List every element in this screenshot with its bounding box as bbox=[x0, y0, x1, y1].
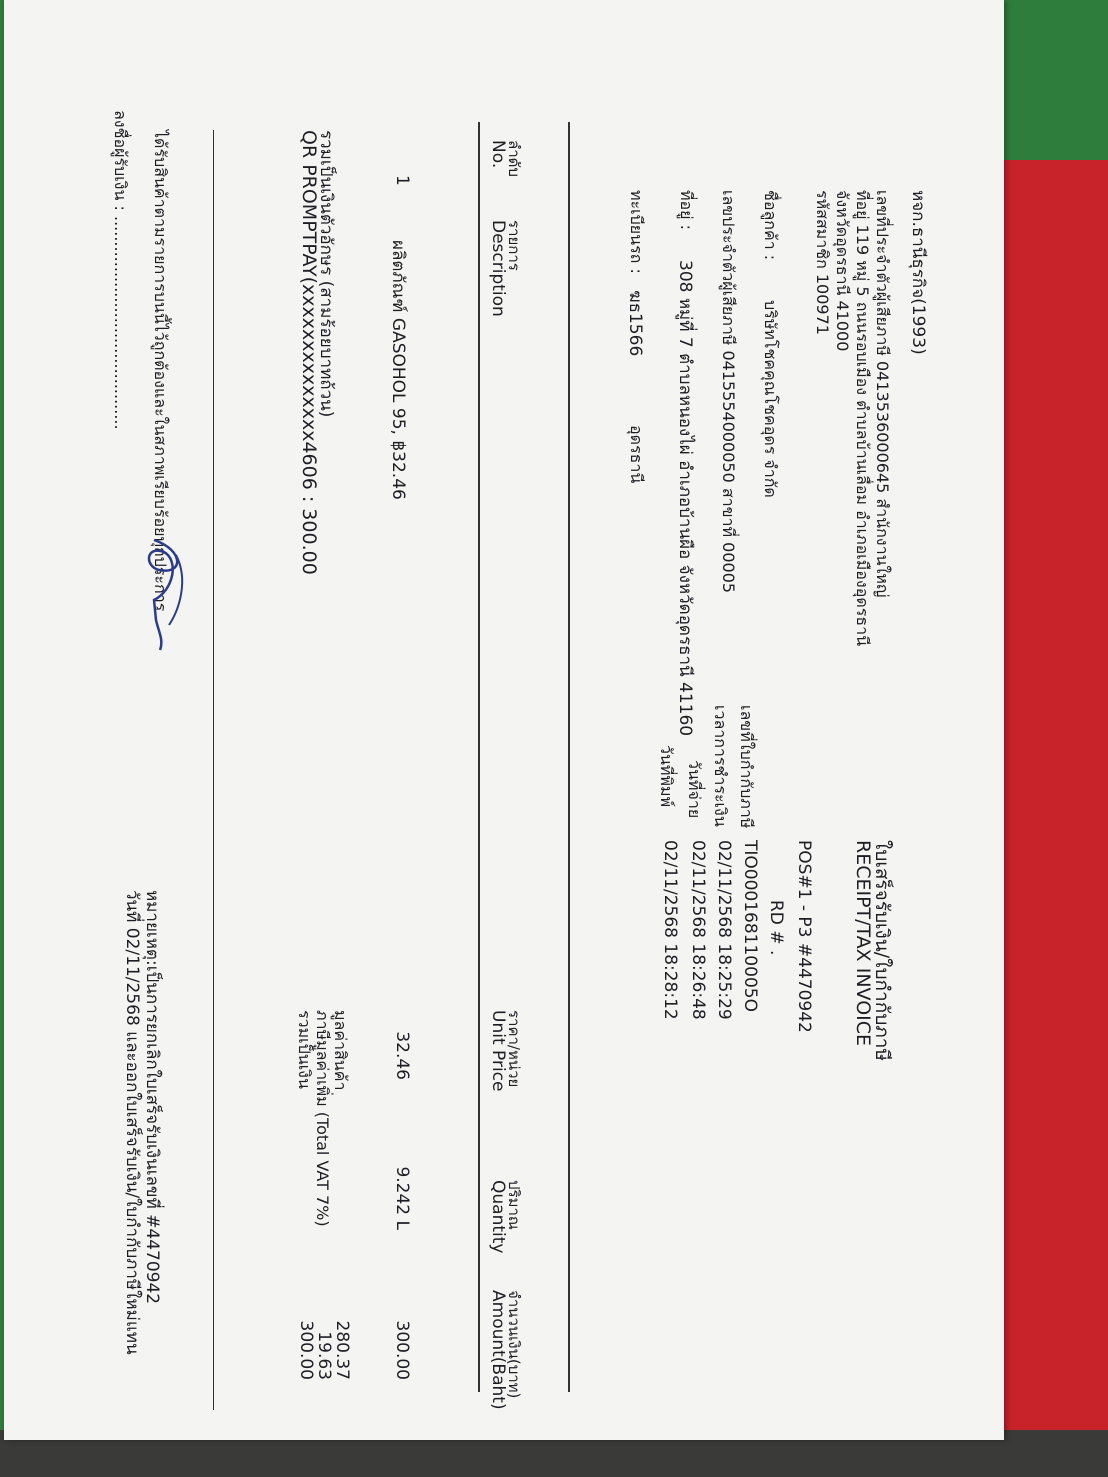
company-name: หจก.ธานีธุรกิจ(1993) bbox=[908, 190, 928, 355]
seller-province: จังหวัดอุดรธานี 41000 bbox=[833, 190, 852, 352]
pos-number: POS#1 - P3 #4470942 bbox=[794, 840, 814, 1033]
time-value: 02/11/2568 18:25:29 bbox=[714, 840, 734, 1020]
customer-tax-id: เลขประจำตัวผู้เสียภาษี 0415554000050 สาขาที่ 00005 bbox=[719, 190, 738, 594]
receipt-paper bbox=[4, 0, 1004, 1440]
row-amount: 300.00 bbox=[392, 1320, 412, 1380]
col-desc-th: รายการ bbox=[505, 220, 523, 271]
vat-label: ภาษีมูลค่าเพิ่ม (Total VAT 7%) bbox=[313, 1010, 332, 1227]
print-date: 02/11/2568 18:28:12 bbox=[660, 840, 680, 1020]
plate-number: ฆธ1566 bbox=[625, 290, 645, 357]
table-top-line bbox=[568, 122, 570, 1392]
receipt-content bbox=[4, 0, 1004, 1440]
row-unit-price: 32.46 bbox=[392, 1031, 412, 1080]
vat-value: 19.63 bbox=[314, 1331, 334, 1380]
rd-label: RD # bbox=[766, 900, 786, 945]
subtotal-label: มูลค่าสินค้า bbox=[331, 1010, 350, 1091]
col-amount-th: จำนวนเงิน(บาท) bbox=[505, 1290, 523, 1399]
col-amount-en: Amount(Baht) bbox=[488, 1290, 508, 1410]
pay-date-label: วันที่จ่าย bbox=[685, 760, 704, 819]
rd-value: . bbox=[766, 950, 786, 956]
cancellation-note: หมายเหตุ:เป็นการยกเลิกใบเสร็จรับเงินเลขที่ #4470942 bbox=[142, 890, 162, 1305]
pay-date: 02/11/2568 18:26:48 bbox=[688, 840, 708, 1020]
plate-label: ทะเบียนรถ : bbox=[627, 190, 646, 274]
col-qty-en: Quantity bbox=[488, 1180, 508, 1254]
table-header-line bbox=[478, 122, 480, 1392]
row-description: ผลิตภัณฑ์ GASOHOL 95, ฿32.46 bbox=[388, 240, 408, 500]
total-in-words: รวมเป็นเงินตัวอักษร (สามร้อยบาทถ้วน) bbox=[316, 130, 336, 418]
tax-invoice-number: TIO000168110005O bbox=[740, 840, 760, 1012]
total-value: 300.00 bbox=[296, 1320, 316, 1380]
seller-address: ที่อยู่ 119 หมู่ 5 ถนนรอบเมือง ตำบลบ้านเลื่อม อำเภอเมืองอุดรธานี bbox=[853, 190, 872, 646]
signature-label: ลงชื่อผู้รับเงิน : .......................................... bbox=[111, 110, 130, 430]
doc-title-en: RECEIPT/TAX INVOICE bbox=[852, 840, 874, 1047]
customer-name: บริษัทโชคคุณโชคอุดร จำกัด bbox=[761, 300, 780, 498]
row-no: 1 bbox=[392, 175, 412, 186]
doc-title-th: ใบเสร็จรับเงิน/ใบกำกับภาษี bbox=[871, 840, 893, 1061]
row-quantity: 9.242 L bbox=[392, 1166, 412, 1230]
received-statement: ได้รับสินค้าตามรายการบนนี้ไว้ถูกต้องและในสภาพเรียบร้อยทุกประการ bbox=[151, 130, 170, 612]
col-qty-th: ปริมาณ bbox=[505, 1180, 523, 1230]
plate-province: อุดรธานี bbox=[627, 425, 646, 484]
time-label: เวลาการชำระเงิน bbox=[711, 705, 730, 827]
col-no-th: ลำดับ bbox=[505, 140, 523, 177]
subtotal-value: 280.37 bbox=[332, 1320, 352, 1380]
red-background bbox=[1000, 160, 1108, 1477]
tax-invoice-label: เลขที่ใบกำกับภาษี bbox=[737, 705, 756, 829]
seller-tax-id: เลขที่ประจำตัวผู้เสียภาษี 0413536000645 สำนักงานใหญ่ bbox=[873, 190, 892, 598]
member-code: รหัสสมาชิก 100971 bbox=[813, 190, 832, 335]
total-label: รวมเป็นเงิน bbox=[295, 1010, 314, 1089]
handwritten-signature bbox=[134, 530, 194, 660]
print-date-label: วันที่พิมพ์ bbox=[657, 745, 676, 808]
col-price-th: ราคา/หน่วย bbox=[505, 1010, 523, 1088]
col-desc-en: Description bbox=[488, 220, 508, 317]
col-price-en: Unit Price bbox=[488, 1010, 508, 1092]
col-no-en: No. bbox=[488, 140, 508, 169]
customer-address: 308 หมู่ที่ 7 ตำบลหนองไผ่ อำเภอบ้านผือ จังหวัดอุดรธานี 41160 bbox=[675, 260, 695, 737]
cancellation-note-2: วันที่ 02/11/2568 และออกใบเสร็จรับเงิน/ใบกำกับภาษีใหม่แทน bbox=[122, 890, 142, 1355]
customer-name-label: ชื่อลูกค้า : bbox=[761, 190, 780, 261]
customer-address-label: ที่อยู่ : bbox=[677, 190, 696, 231]
payment-method: QR PROMPTPAY(xxxxxxxxxxxxxx4606 : 300.00 bbox=[298, 130, 320, 575]
footer-line bbox=[213, 130, 214, 1410]
